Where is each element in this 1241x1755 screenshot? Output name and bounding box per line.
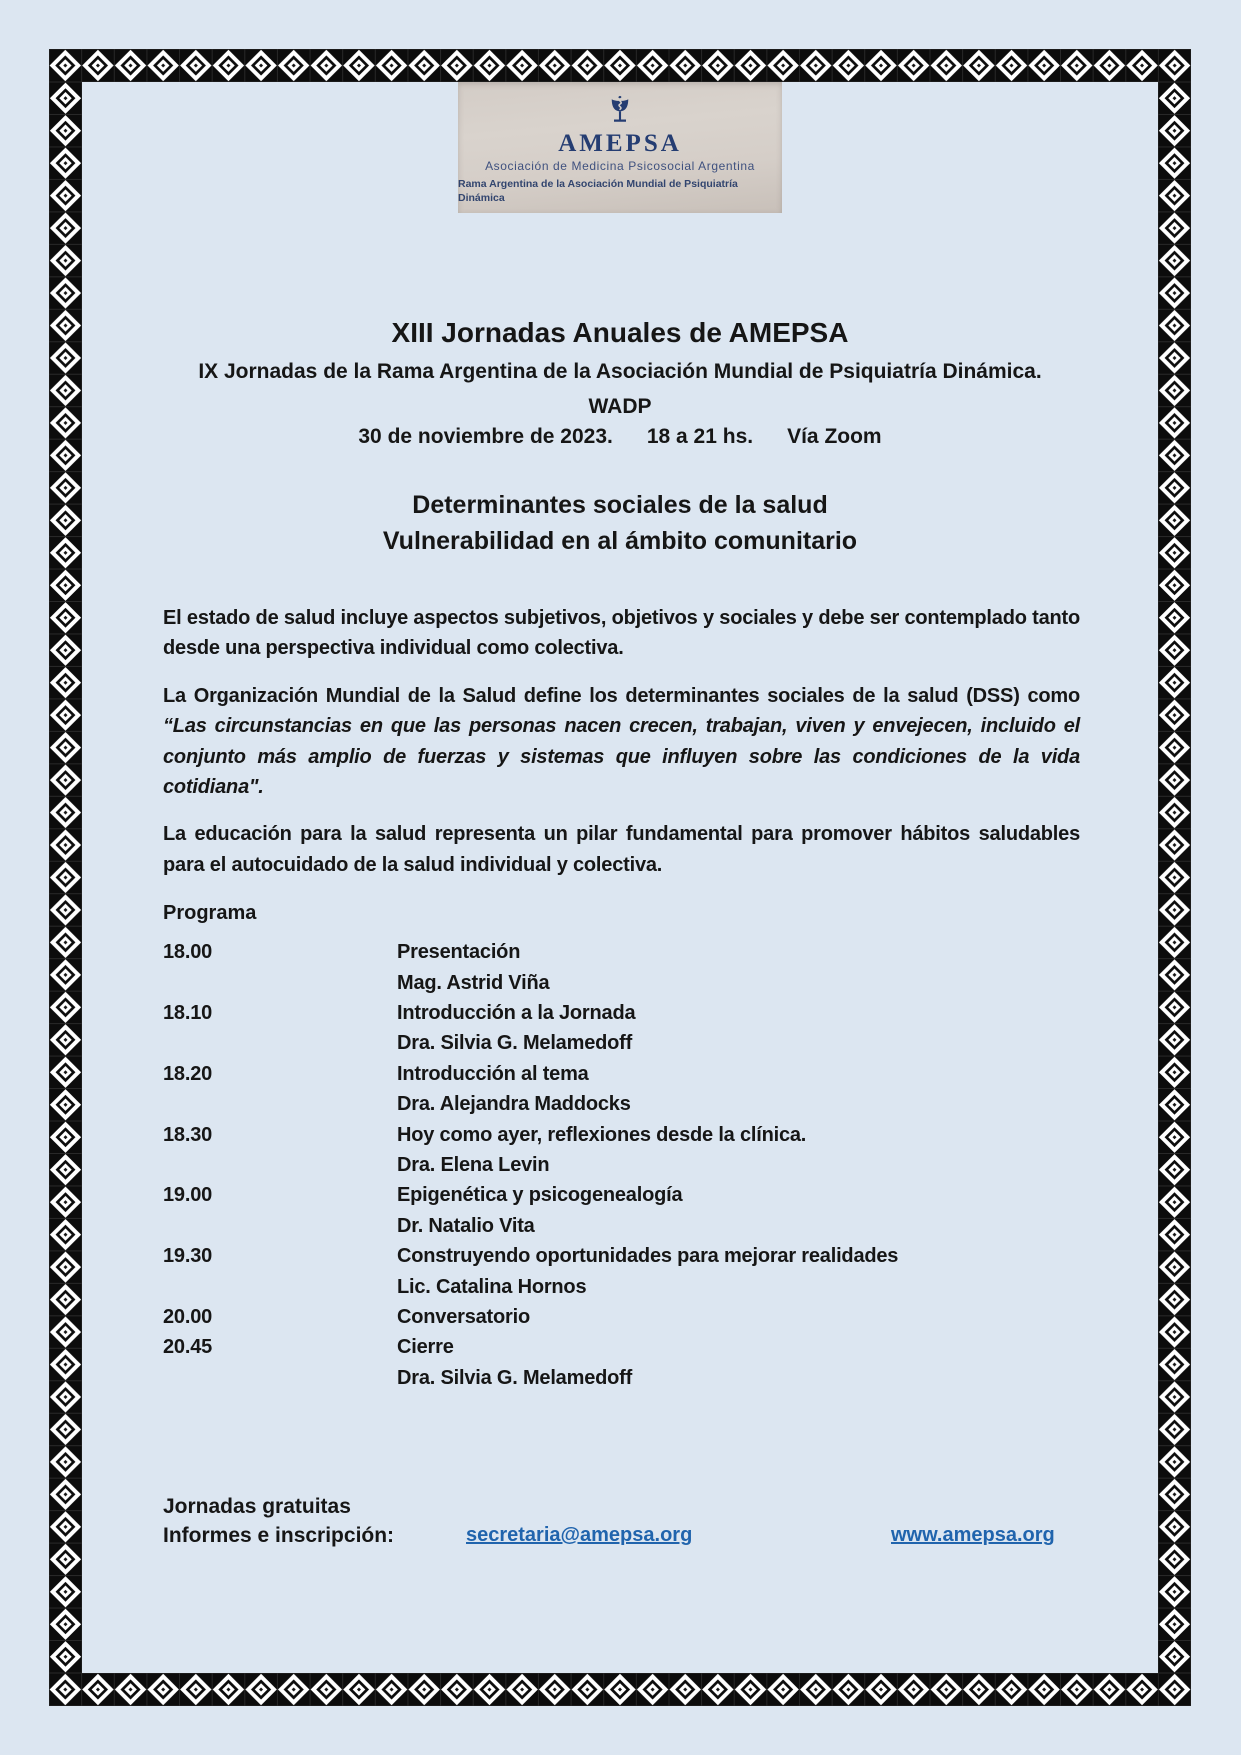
program-time: 20.45 [163, 1336, 213, 1359]
event-time: 18 a 21 hs. [646, 425, 754, 448]
program-row [163, 1306, 1080, 1336]
program-row [163, 1063, 1080, 1093]
org-abbreviation: WADP [588, 395, 652, 418]
event-platform: Vía Zoom [787, 425, 882, 448]
program-row [163, 1124, 1080, 1154]
who-quote: “Las circunstancias en que las personas nacen crecen, trabajan, viven y envejecen, incluido el conjunto más amplio de fuerzas y sistemas que influyen sobre las condiciones de la vida cotidiana". [163, 715, 1080, 799]
program-row [163, 941, 1080, 971]
program-row [163, 1184, 1080, 1214]
logo-name: AMEPSA [558, 130, 682, 157]
body-paragraph-3: La educación para la salud representa un pilar fundamental para promover hábitos saludables para el autocuidado de la salud individual y colectiva. [163, 823, 1080, 876]
main-content [163, 603, 1080, 1397]
amepsa-logo [458, 82, 782, 213]
program-item: Presentación [397, 941, 521, 964]
program-time [163, 1276, 397, 1306]
logo-subtitle2: Rama Argentina de la Asociación Mundial de Psiquiatría Dinámica [458, 178, 738, 204]
theme-line2: Vulnerabilidad en al ámbito comunitario [382, 527, 858, 555]
diamond-border-bottom [49, 1673, 1191, 1706]
body-paragraph-2 [163, 681, 1080, 803]
program-time: 18.00 [163, 941, 213, 964]
contact-label: Informes e inscripción: [163, 1524, 395, 1547]
paragraph-2-lead: La Organización Mundial de la Salud define los determinantes sociales de la salud (DSS) como [163, 684, 1080, 707]
header-block [49, 316, 1191, 452]
program-time: 18.10 [163, 1002, 213, 1025]
program-row [163, 1093, 1080, 1123]
program-item: Dra. Silvia G. Melamedoff [397, 1366, 633, 1389]
program-row [163, 1276, 1080, 1306]
program-item: Dra. Elena Levin [397, 1153, 550, 1176]
program-item: Construyendo oportunidades para mejorar realidades [397, 1245, 899, 1268]
program-time: 19.00 [163, 1184, 213, 1207]
program-time [163, 972, 397, 1002]
theme-block [49, 487, 1191, 559]
hygieia-cup-snake-icon [605, 94, 635, 130]
program-time: 18.20 [163, 1062, 213, 1085]
footer-block [163, 1492, 1080, 1550]
header-subtitle: IX Jornadas de la Rama Argentina de la Asociación Mundial de Psiquiatría Dinámica. [198, 360, 1042, 383]
page-title: XIII Jornadas Anuales de AMEPSA [391, 317, 849, 348]
logo-subtitle: Asociación de Medicina Psicosocial Argentina [485, 159, 755, 173]
program-row [163, 1215, 1080, 1245]
program-item: Cierre [397, 1336, 454, 1359]
program-item: Introducción a la Jornada [397, 1002, 636, 1025]
program-item: Conversatorio [397, 1305, 530, 1328]
program-row [163, 1154, 1080, 1184]
program-item: Lic. Catalina Hornos [397, 1275, 587, 1298]
program-row [163, 1245, 1080, 1275]
program-item: Mag. Astrid Viña [397, 971, 550, 994]
diamond-border-top [49, 49, 1191, 82]
program-schedule [163, 941, 1080, 1397]
program-row [163, 1367, 1080, 1397]
program-item: Introducción al tema [397, 1062, 589, 1085]
program-time [163, 1154, 397, 1184]
program-item: Dra. Silvia G. Melamedoff [397, 1032, 633, 1055]
event-dateline [49, 422, 1191, 452]
email-link[interactable]: secretaria@amepsa.org [466, 1524, 693, 1546]
program-row [163, 1002, 1080, 1032]
free-event-note: Jornadas gratuitas [163, 1495, 351, 1518]
program-item: Dra. Alejandra Maddocks [397, 1093, 631, 1116]
program-row [163, 1336, 1080, 1366]
program-time [163, 1215, 397, 1245]
program-heading: Programa [163, 902, 257, 925]
program-time: 20.00 [163, 1305, 213, 1328]
theme-line1: Determinantes sociales de la salud [412, 491, 828, 519]
program-row [163, 1032, 1080, 1062]
program-time [163, 1367, 397, 1397]
program-time [163, 1032, 397, 1062]
program-item: Epigenética y psicogenealogía [397, 1184, 683, 1207]
contact-row [163, 1521, 1080, 1550]
website-link[interactable]: www.amepsa.org [891, 1524, 1055, 1546]
program-time [163, 1093, 397, 1123]
event-date: 30 de noviembre de 2023. [358, 425, 613, 448]
program-time: 18.30 [163, 1123, 213, 1146]
program-item: Hoy como ayer, reflexiones desde la clínica. [397, 1123, 807, 1146]
program-time: 19.30 [163, 1245, 213, 1268]
body-paragraph-1: El estado de salud incluye aspectos subjetivos, objetivos y sociales y debe ser contemplado tanto desde una perspectiva individual como colectiva. [163, 607, 1080, 660]
program-item: Dr. Natalio Vita [397, 1214, 535, 1237]
program-row [163, 972, 1080, 1002]
